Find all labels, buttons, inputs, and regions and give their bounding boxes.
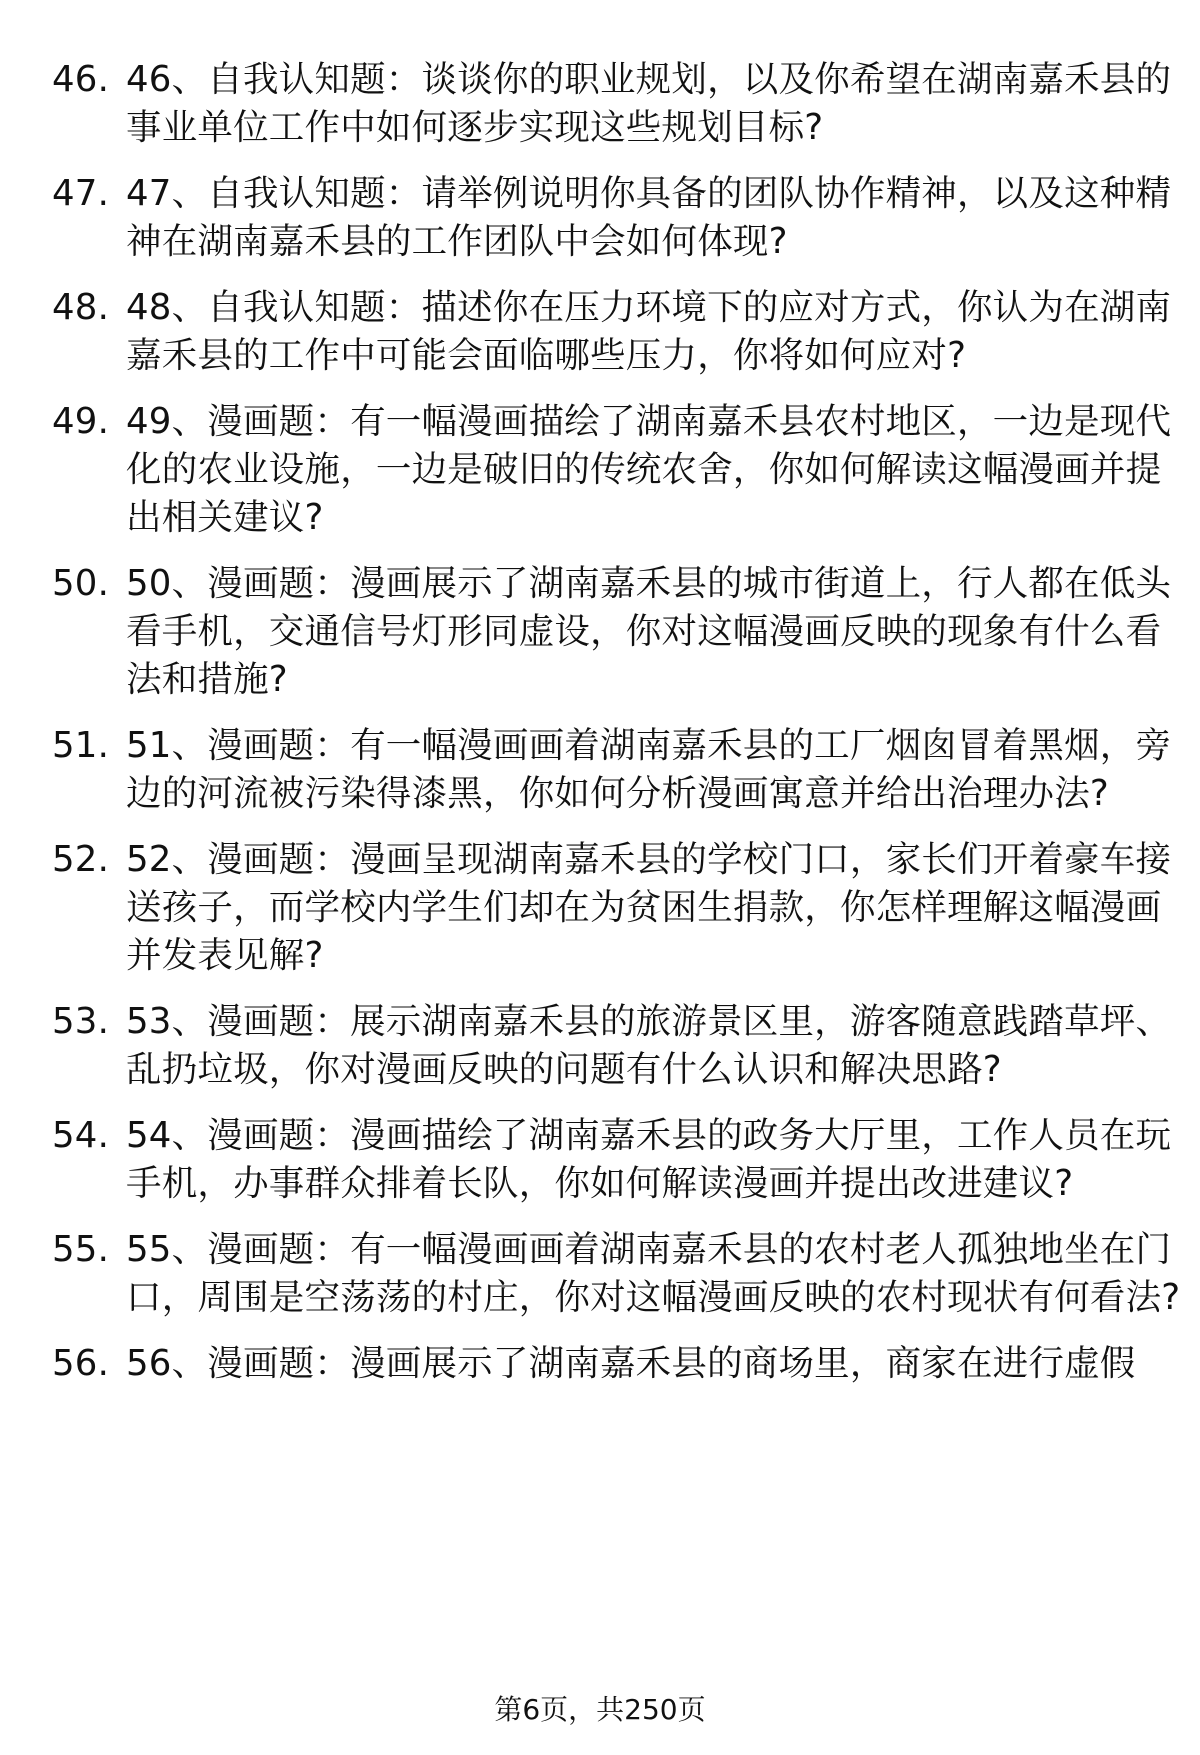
item-number: 50. <box>52 563 110 604</box>
item-text: 48、自我认知题：描述你在压力环境下的应对方式，你认为在湖南嘉禾县的工作中可能会面临哪些压力，你将如何应对? <box>126 287 1172 376</box>
list-item <box>52 722 1172 818</box>
list-item <box>52 284 1172 380</box>
item-text: 54、漫画题：漫画描绘了湖南嘉禾县的政务大厅里，工作人员在玩手机，办事群众排着长队，你如何解读漫画并提出改进建议? <box>126 1115 1172 1204</box>
item-number: 52. <box>52 839 110 880</box>
item-number: 54. <box>52 1115 110 1156</box>
list-item <box>52 1226 1181 1322</box>
list-item <box>52 56 1172 152</box>
item-text: 56、漫画题：漫画展示了湖南嘉禾县的商场里，商家在进行虚假 <box>126 1343 1136 1384</box>
item-number: 56. <box>52 1343 110 1384</box>
list-item <box>52 836 1172 980</box>
list-item <box>52 998 1172 1094</box>
item-text: 49、漫画题：有一幅漫画描绘了湖南嘉禾县农村地区，一边是现代化的农业设施，一边是破旧的传统农舍，你如何解读这幅漫画并提出相关建议? <box>126 401 1172 538</box>
item-number: 55. <box>52 1229 110 1270</box>
item-number: 46. <box>52 59 110 100</box>
item-number: 49. <box>52 401 110 442</box>
item-number: 48. <box>52 287 110 328</box>
page-footer: 第6页，共250页 <box>494 1693 706 1726</box>
item-text: 53、漫画题：展示湖南嘉禾县的旅游景区里，游客随意践踏草坪、乱扔垃圾，你对漫画反映的问题有什么认识和解决思路? <box>126 1001 1172 1090</box>
list-item <box>52 1112 1172 1208</box>
item-number: 51. <box>52 725 110 766</box>
item-text: 52、漫画题：漫画呈现湖南嘉禾县的学校门口，家长们开着豪车接送孩子，而学校内学生们却在为贫困生捐款，你怎样理解这幅漫画并发表见解? <box>126 839 1172 976</box>
item-number: 47. <box>52 173 110 214</box>
item-text: 55、漫画题：有一幅漫画画着湖南嘉禾县的农村老人孤独地坐在门口，周围是空荡荡的村庄，你对这幅漫画反映的农村现状有何看法? <box>126 1229 1181 1318</box>
list-item <box>52 560 1172 704</box>
item-text: 50、漫画题：漫画展示了湖南嘉禾县的城市街道上，行人都在低头看手机，交通信号灯形同虚设，你对这幅漫画反映的现象有什么看法和措施? <box>126 563 1172 700</box>
item-number: 53. <box>52 1001 110 1042</box>
item-text: 51、漫画题：有一幅漫画画着湖南嘉禾县的工厂烟囱冒着黑烟，旁边的河流被污染得漆黑，你如何分析漫画寓意并给出治理办法? <box>126 725 1172 814</box>
list-item <box>52 398 1172 542</box>
item-text: 47、自我认知题：请举例说明你具备的团队协作精神，以及这种精神在湖南嘉禾县的工作团队中会如何体现? <box>126 173 1172 262</box>
list-item <box>52 170 1172 266</box>
question-list <box>52 56 1181 1406</box>
item-text: 46、自我认知题：谈谈你的职业规划，以及你希望在湖南嘉禾县的事业单位工作中如何逐步实现这些规划目标? <box>126 59 1172 148</box>
list-item <box>52 1340 1152 1388</box>
